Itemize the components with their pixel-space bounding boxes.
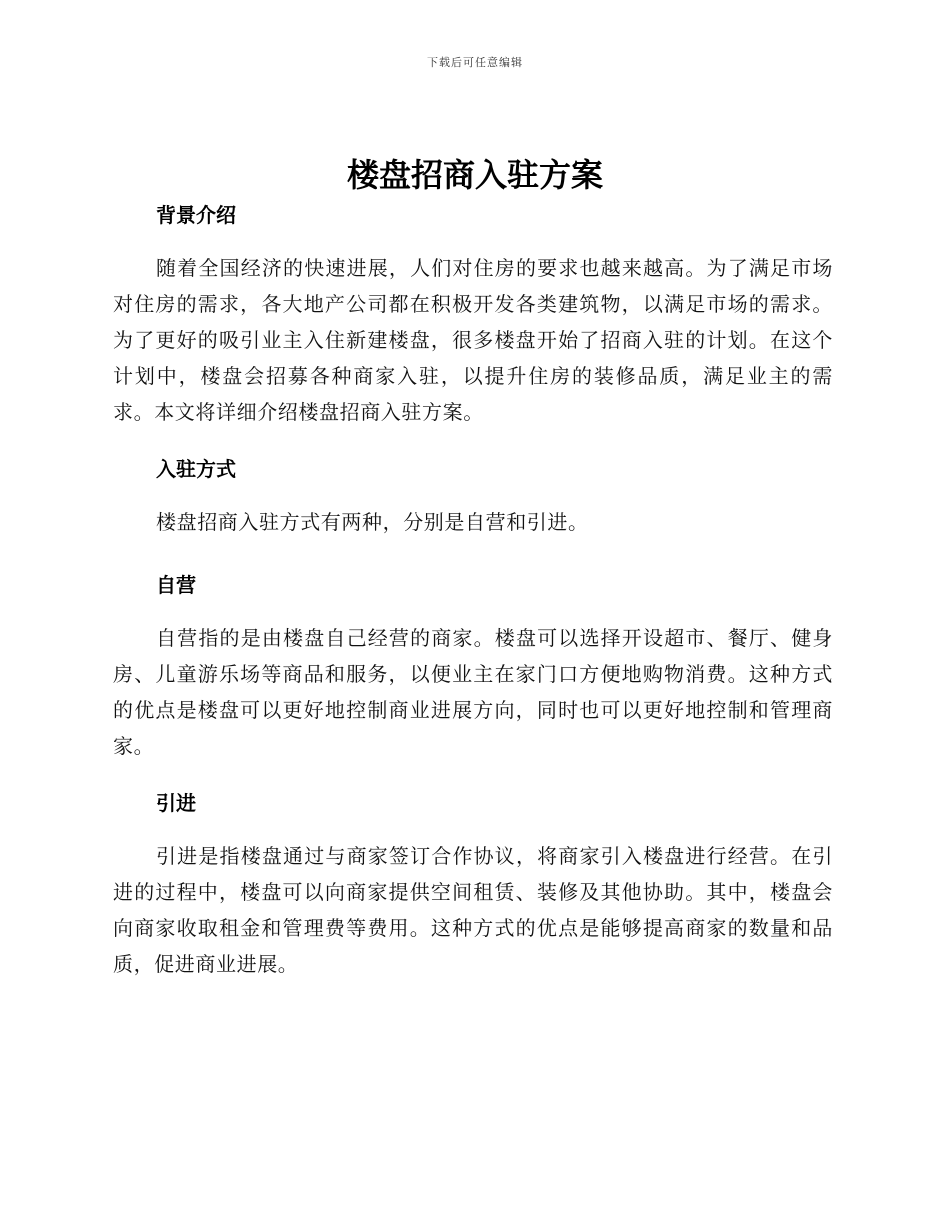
section-entry-methods xyxy=(113,454,833,570)
section-self-operated xyxy=(113,570,833,788)
section-paragraph: 随着全国经济的快速进展，人们对住房的要求也越来越高。为了满足市场对住房的需求，各大地产公司都在积极开发各类建筑物，以满足市场的需求。为了更好的吸引业主入住新建楼盘，很多楼盘开始了招商入驻的计划。在这个计划中，楼盘会招募各种商家入驻，以提升住房的装修品质，满足业主的需求。本文将详细介绍楼盘招商入驻方案。 xyxy=(113,256,833,424)
section-heading: 自营 xyxy=(156,573,196,597)
section-paragraph: 引进是指楼盘通过与商家签订合作协议，将商家引入楼盘进行经营。在引进的过程中，楼盘可以向商家提供空间租赁、装修及其他协助。其中，楼盘会向商家收取租金和管理费等费用。这种方式的优点是能够提高商家的数量和品质，促进商业进展。 xyxy=(113,844,833,976)
section-heading: 引进 xyxy=(156,791,196,815)
document-title: 楼盘招商入驻方案 xyxy=(346,156,603,194)
section-introduction xyxy=(113,788,833,982)
section-background xyxy=(113,200,833,454)
section-heading: 入驻方式 xyxy=(156,457,236,481)
document-body xyxy=(113,200,833,982)
section-heading: 背景介绍 xyxy=(156,203,236,227)
section-paragraph: 楼盘招商入驻方式有两种，分别是自营和引进。 xyxy=(156,510,589,534)
section-paragraph: 自营指的是由楼盘自己经营的商家。楼盘可以选择开设超市、餐厅、健身房、儿童游乐场等商品和服务，以便业主在家门口方便地购物消费。这种方式的优点是楼盘可以更好地控制商业进展方向，同时也可以更好地控制和管理商家。 xyxy=(113,626,833,758)
header-note: 下载后可任意编辑 xyxy=(427,56,523,69)
